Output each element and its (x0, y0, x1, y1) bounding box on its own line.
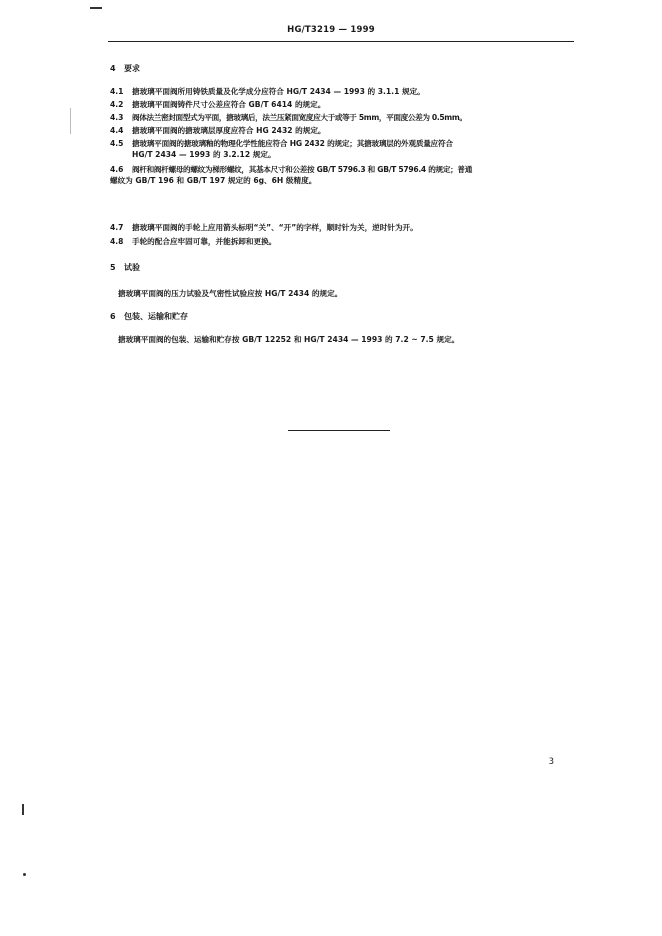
clause-number: 4.4 (110, 126, 124, 135)
section-paragraph: 搪玻璃平面阀的包装、运输和贮存按 GB/T 12252 和 HG/T 2434 — 1993 的 7.2 ~ 7.5 规定。 (118, 335, 460, 344)
clause (110, 125, 326, 136)
end-of-text-rule (288, 430, 390, 431)
page-number: 3 (548, 757, 554, 767)
clause (110, 236, 276, 247)
scan-mark (90, 7, 102, 9)
section-number: 4 (110, 64, 116, 73)
standard-code-header: HG/T3219 — 1999 (287, 25, 375, 35)
clause (110, 112, 467, 123)
clause-number: 4.7 (110, 223, 124, 232)
clause-text: 搪玻璃平面阀的搪玻璃层厚度应符合 HG 2432 的规定。 (132, 126, 326, 135)
clause (110, 99, 325, 110)
clause-text-continued: 螺纹为 GB/T 196 和 GB/T 197 规定的 6g、6H 级精度。 (110, 176, 317, 185)
scan-mark (70, 108, 71, 134)
clause (110, 222, 418, 233)
clause-number: 4.3 (110, 113, 124, 122)
clause (110, 86, 425, 97)
section-heading (110, 63, 140, 74)
clause-text-continued: HG/T 2434 — 1993 的 3.2.12 规定。 (132, 150, 276, 159)
section-heading (110, 311, 188, 322)
section-paragraph: 搪玻璃平面阀的压力试验及气密性试验应按 HG/T 2434 的规定。 (118, 289, 343, 298)
clause-text: 搪玻璃平面阀铸件尺寸公差应符合 GB/T 6414 的规定。 (132, 100, 326, 109)
clause-number: 4.2 (110, 100, 124, 109)
clause-text: 阀杆和阀杆螺母的螺纹为梯形螺纹，其基本尺寸和公差按 GB/T 5796.3 和 GB/T 5796.4 的规定；普通 (132, 165, 473, 174)
clause-number: 4.1 (110, 87, 124, 96)
section-title: 要求 (124, 64, 140, 73)
section-heading (110, 262, 140, 273)
clause-text: 手轮的配合应牢固可靠，并能拆卸和更换。 (132, 237, 277, 246)
clause-text: 搪玻璃平面阀的搪玻璃釉的物理化学性能应符合 HG 2432 的规定；其搪玻璃层的外观质量应符合 (132, 139, 453, 148)
section-number: 5 (110, 263, 116, 272)
header-rule (108, 41, 574, 42)
scan-mark (22, 804, 24, 815)
clause-text: 阀体法兰密封面型式为平面，搪玻璃后，法兰压紧面宽度应大于或等于 5mm，平面度公差为 0.5mm。 (132, 113, 467, 122)
clause-number: 4.6 (110, 165, 124, 174)
scan-mark (23, 873, 26, 876)
section-number: 6 (110, 312, 116, 321)
clause-number: 4.5 (110, 139, 124, 148)
clause-text: 搪玻璃平面阀所用铸铁质量及化学成分应符合 HG/T 2434 — 1993 的 3.1.1 规定。 (132, 87, 425, 96)
section-title: 试验 (124, 263, 140, 272)
section-title: 包装、运输和贮存 (124, 312, 188, 321)
clause-number: 4.8 (110, 237, 124, 246)
clause-text: 搪玻璃平面阀的手轮上应用箭头标明“关”、“开”的字样，顺时针为关，逆时针为开。 (132, 223, 418, 232)
clause (110, 138, 453, 160)
clause (110, 164, 472, 186)
